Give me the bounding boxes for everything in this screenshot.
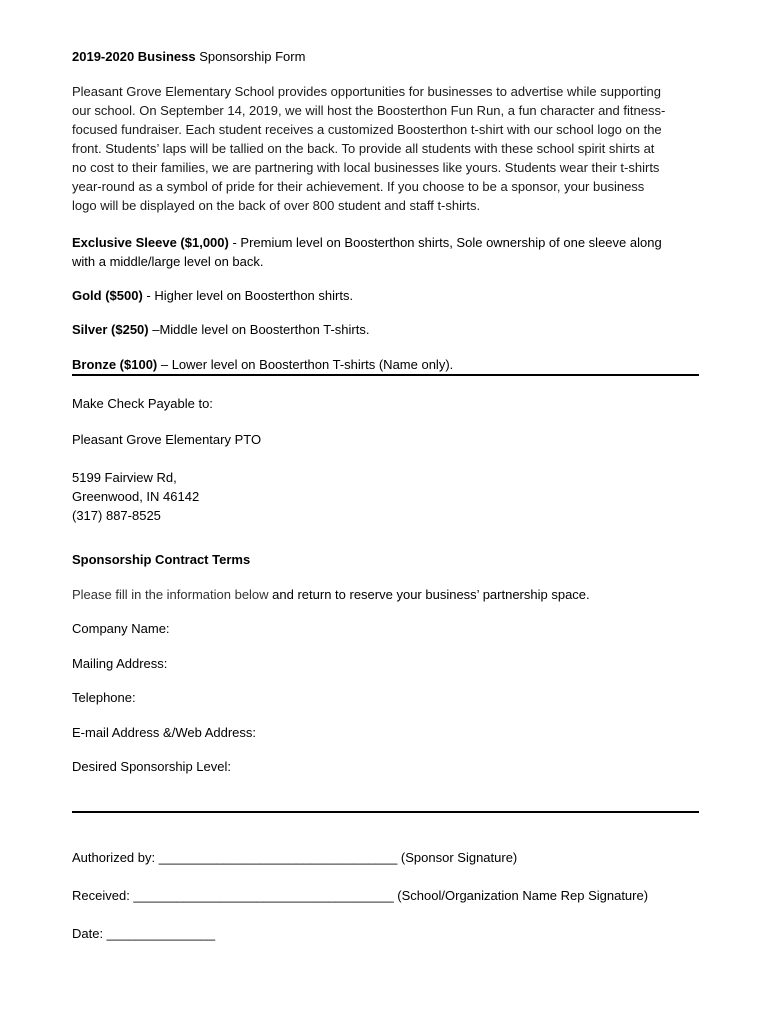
level-silver-name: Silver ($250) bbox=[72, 322, 149, 337]
intro-line: focused fundraiser. Each student receives a customized Boosterthon t-shirt with our school logo on the bbox=[72, 122, 662, 137]
contract-instruction-part1: Please fill in the information below bbox=[72, 587, 269, 602]
email-web-address-field[interactable]: E-mail Address &/Web Address: bbox=[72, 725, 257, 740]
intro-line: front. Students’ laps will be tallied on the back. To provide all students with these school spirit shirts at bbox=[72, 141, 655, 156]
intro-line: no cost to their families, we are partnering with local businesses like yours. Students wear their t-shirts bbox=[72, 160, 660, 175]
level-exclusive-desc-line2: with a middle/large level on back. bbox=[72, 254, 264, 269]
level-gold-desc: - Higher level on Boosterthon shirts. bbox=[142, 288, 354, 303]
form-title-year: 2019-2020 Business bbox=[72, 49, 196, 64]
payable-city: Greenwood, IN 46142 bbox=[72, 489, 200, 504]
contract-heading: Sponsorship Contract Terms bbox=[72, 552, 251, 567]
level-silver bbox=[72, 320, 369, 339]
section-divider-top bbox=[72, 374, 699, 376]
level-exclusive bbox=[72, 233, 662, 252]
intro-paragraph bbox=[72, 82, 698, 215]
intro-line: our school. On September 14, 2019, we will host the Boosterthon Fun Run, a fun character and fitness- bbox=[72, 103, 666, 118]
form-title bbox=[72, 47, 305, 66]
payable-label: Make Check Payable to: bbox=[72, 396, 213, 411]
intro-line: year-round as a symbol of pride for their achievement. If you choose to be a sponsor, your business bbox=[72, 179, 645, 194]
level-silver-desc: –Middle level on Boosterthon T-shirts. bbox=[148, 322, 370, 337]
received-signature-line[interactable]: Received: ____________________________________ (School/Organization Name Rep Signature) bbox=[72, 888, 649, 903]
contract-instruction bbox=[72, 585, 590, 604]
authorized-by-signature-line[interactable]: Authorized by: _________________________________ (Sponsor Signature) bbox=[72, 850, 518, 865]
sponsorship-level-field[interactable]: Desired Sponsorship Level: bbox=[72, 759, 231, 774]
form-title-rest: Sponsorship Form bbox=[195, 49, 306, 64]
contract-instruction-part2: and return to reserve your business’ partnership space. bbox=[268, 587, 590, 602]
level-exclusive-name: Exclusive Sleeve ($1,000) bbox=[72, 235, 229, 250]
section-divider-bottom bbox=[72, 811, 699, 813]
mailing-address-field[interactable]: Mailing Address: bbox=[72, 656, 168, 671]
level-gold bbox=[72, 286, 353, 305]
payable-name: Pleasant Grove Elementary PTO bbox=[72, 432, 262, 447]
level-bronze-name: Bronze ($100) bbox=[72, 357, 158, 372]
level-bronze bbox=[72, 355, 453, 374]
company-name-field[interactable]: Company Name: bbox=[72, 621, 170, 636]
date-line[interactable]: Date: _______________ bbox=[72, 926, 216, 941]
intro-line: Pleasant Grove Elementary School provides opportunities for businesses to advertise while supporting bbox=[72, 84, 661, 99]
level-gold-name: Gold ($500) bbox=[72, 288, 143, 303]
payable-phone: (317) 887-8525 bbox=[72, 508, 161, 523]
payable-street: 5199 Fairview Rd, bbox=[72, 470, 177, 485]
level-bronze-desc: – Lower level on Boosterthon T-shirts (Name only). bbox=[157, 357, 454, 372]
intro-line: logo will be displayed on the back of over 800 student and staff t-shirts. bbox=[72, 198, 481, 213]
level-exclusive-desc: - Premium level on Boosterthon shirts, Sole ownership of one sleeve along bbox=[228, 235, 662, 250]
telephone-field[interactable]: Telephone: bbox=[72, 690, 136, 705]
